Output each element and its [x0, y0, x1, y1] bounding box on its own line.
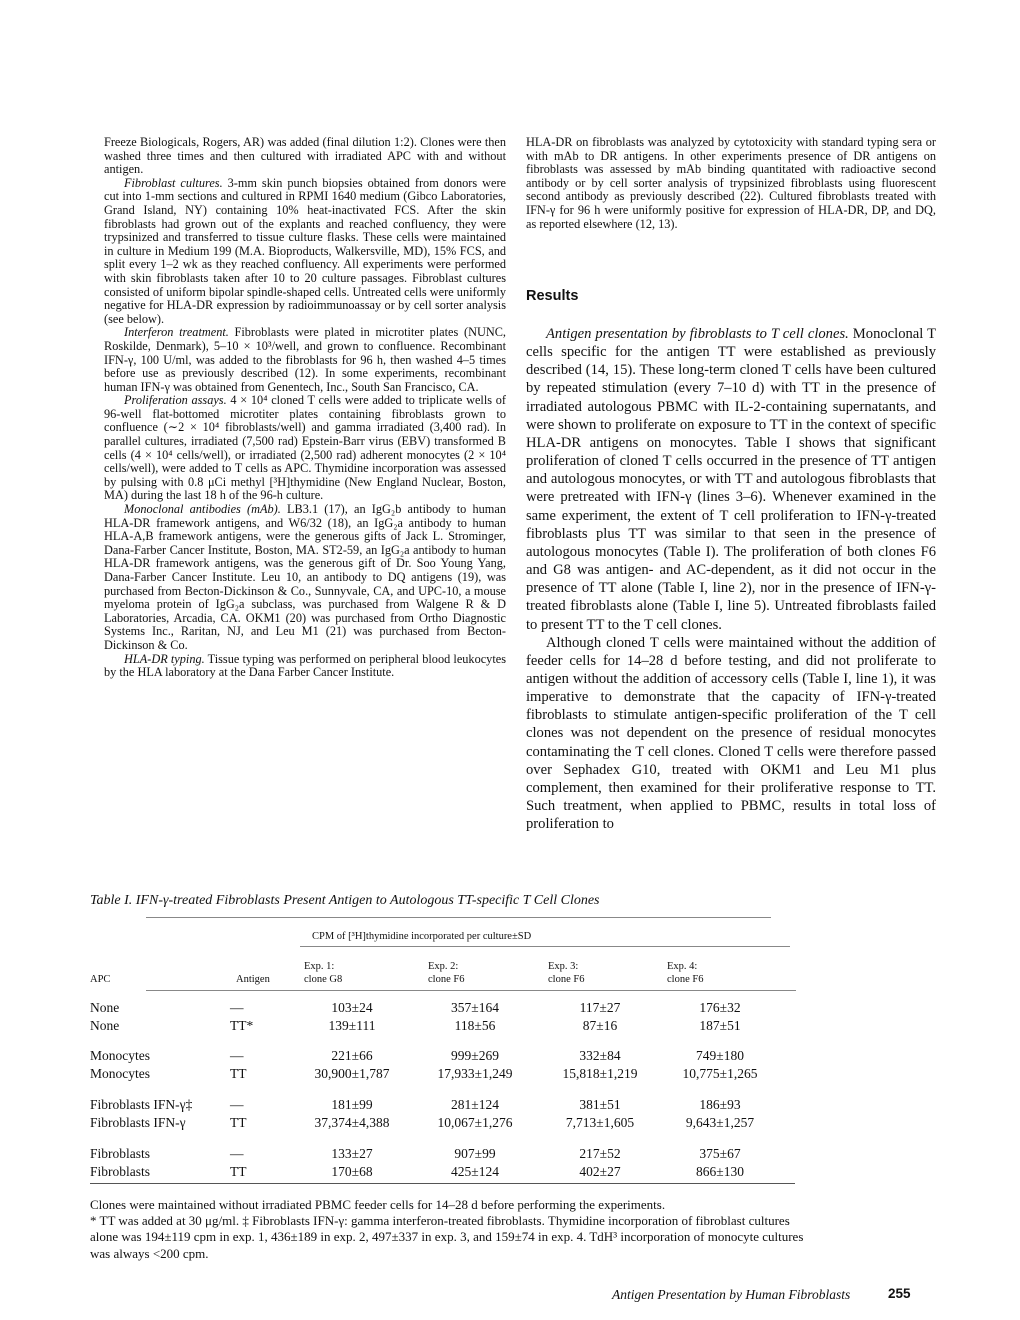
table-cell: Fibroblasts IFN-γ [90, 1115, 186, 1130]
results-text [526, 325, 936, 833]
run-in-heading: Interferon treatment. [124, 325, 229, 340]
table-cell: 907±99 [454, 1146, 496, 1161]
table-rule [90, 1183, 795, 1184]
table-cell: Monocytes [90, 1066, 150, 1081]
table-cell: 10,067±1,276 [437, 1115, 513, 1130]
paragraph-text: Fibroblasts were plated in microtiter plates (NUNC, Roskilde, Denmark), 5–10 × 10³/well, and grown to confluence. Recombinant IFN-γ, 100 U/ml, was added to the fibroblasts for 96 h, then washed 4–5 times before use as previously described (12). In some experiments, recombinant human IFN-γ was obtained from Genentech, Inc., South San Francisco, CA. [104, 325, 506, 394]
table-cell: 133±27 [331, 1146, 373, 1161]
table-cell: 186±93 [699, 1097, 741, 1112]
paragraph [104, 136, 506, 177]
left-column [104, 136, 506, 680]
table-cell: 357±164 [451, 1000, 499, 1015]
table-cell: 103±24 [331, 1000, 373, 1015]
run-in-heading: Antigen presentation by fibroblasts to T cell clones. [546, 326, 849, 342]
table-cell: Fibroblasts [90, 1164, 151, 1179]
table-cell: 10,775±1,265 [682, 1066, 758, 1081]
run-in-heading: Monoclonal antibodies (mAb). [124, 502, 281, 517]
table-cell: 7,713±1,605 [565, 1115, 635, 1130]
table-cell: 402±27 [579, 1164, 621, 1179]
paragraph-text: 4 × 10⁴ cloned T cells were added to triplicate wells of 96-well flat-bottomed microtiter plates containing fibroblasts grown to confluence (∼2 × 10⁴ fibroblasts/well) and gamma irradiated (3,400 rad). In parallel cultures, irradiated (7,500 rad) Epstein-Barr virus (EBV) transformed B cells (4 × 10⁴ cells/well), or irradiated (2,500 rad) adherent monocytes (2 × 10⁴ cells/well), were added to T cells as APC. Thymidine incorporation was assessed by pulsing with 0.8 μCi methyl [³H]thymidine (New England Nuclear, Boston, MA) during the last 18 h of the 96-h culture. [104, 393, 506, 503]
table-cell: — [230, 1000, 244, 1015]
table-cell: TT* [230, 1018, 254, 1033]
table-cell: 117±27 [579, 1000, 621, 1015]
table-cell: 87±16 [582, 1018, 618, 1033]
column-header: APC [90, 974, 111, 985]
table-cell: 30,900±1,787 [314, 1066, 390, 1081]
table-cell: None [90, 1018, 120, 1033]
table-cell: 17,933±1,249 [437, 1066, 513, 1081]
column-header: Exp. 1: clone G8 [304, 961, 343, 985]
paragraph-text: Tissue typing was performed on peripheral blood leukocytes by the HLA laboratory at the Dana Farber Cancer Institute. [104, 651, 506, 680]
table-cell: 15,818±1,219 [562, 1066, 638, 1081]
table-cell: TT [230, 1115, 247, 1130]
table-cell: — [230, 1146, 244, 1161]
table-cell: 181±99 [331, 1097, 373, 1112]
paragraph [526, 634, 936, 834]
paragraph [104, 177, 506, 327]
table-cell: 187±51 [699, 1018, 741, 1033]
table-footnotes [90, 1197, 810, 1262]
table-cell: 176±32 [699, 1000, 741, 1015]
column-header: Exp. 3: clone F6 [548, 961, 585, 985]
table-cell: TT [230, 1066, 247, 1081]
table-cell: Fibroblasts [90, 1146, 151, 1161]
table-cell: 118±56 [454, 1018, 496, 1033]
table-cell: None [90, 1000, 120, 1015]
paragraph [526, 325, 936, 634]
paragraph-text: Monoclonal T cells specific for the antigen TT were established as previously described (14, 15). These long-term cloned T cells have been cultured by repeated stimulation (every 7–10 d) with TT in the presence of irradiated autologous PBMC with IL-2-containing supernatants, and were shown to proliferate on exposure to TT in the context of specific HLA-DR antigens on monocytes. Table I shows that significant proliferation of cloned T cells occurred in the presence of TT antigen and autologous monocytes, or with TT and autologous fibroblasts that were pretreated with IFN-γ (lines 3–6). Whenever examined in the same experiment, the extent of T cell proliferation to IFN-γ-treated fibroblasts plus TT was similar to that seen in the presence of autologous monocytes (Table I). The proliferation of both clones F6 and G8 was antigen- and AC-dependent, as it did not occur in the presence of TT alone (Table I, line 2), nor in the presence of IFN-γ-treated fibroblasts alone (Table I, line 5). Untreated fibroblasts failed to present TT to the T cell clones. [526, 326, 936, 633]
paragraph [104, 326, 506, 394]
table-cell: Monocytes [90, 1048, 150, 1063]
table-spanner: CPM of [³H]thymidine incorporated per culture±SD [312, 931, 532, 942]
footnote: Clones were maintained without irradiated PBMC feeder cells for 14–28 d before performing the experiments. [90, 1197, 666, 1212]
paragraph [104, 394, 506, 503]
table-cell: 999±269 [451, 1048, 499, 1063]
table-cell: 749±180 [696, 1048, 744, 1063]
methods-continuation [526, 136, 936, 231]
table-cell: 217±52 [579, 1146, 621, 1161]
page-number: 255 [888, 1286, 911, 1301]
table-cell: 281±124 [451, 1097, 499, 1112]
table-title: Table I. IFN-γ-treated Fibroblasts Present Antigen to Autologous TT-specific T Cell Clones [90, 893, 600, 908]
table-cell: 332±84 [579, 1048, 621, 1063]
column-header: Exp. 2: clone F6 [428, 961, 465, 985]
paragraph-text: Freeze Biologicals, Rogers, AR) was added (final dilution 1:2). Clones were then washed three times and then cultured with irradiated APC with and without antigen. [104, 135, 506, 177]
table-cell: 381±51 [579, 1097, 621, 1112]
paragraph [104, 653, 506, 680]
column-header: Exp. 4: clone F6 [667, 961, 704, 985]
run-in-heading: Fibroblast cultures. [124, 175, 223, 190]
column-header: Antigen [236, 974, 270, 985]
table-cell: Fibroblasts IFN-γ‡ [90, 1097, 193, 1112]
table-cell: 375±67 [699, 1146, 741, 1161]
table-cell: 425±124 [451, 1164, 499, 1179]
table-cell: 139±111 [328, 1018, 376, 1033]
paragraph: HLA-DR on fibroblasts was analyzed by cytotoxicity with standard typing sera or with mAb to DR antigens. In other experiments presence of DR antigens on fibroblasts was assessed by mAb binding quantitated with radioactive second antibody or by cell sorter analysis of trypsinized fibroblasts using fluorescent second antibody as previously described (22). Cultured fibroblasts treated with IFN-γ for 96 h were uniformly positive for expression of HLA-DR, DP, and DQ, as reported elsewhere (12, 13). [526, 135, 936, 231]
run-in-heading: Proliferation assays. [124, 393, 227, 408]
table-rule [146, 990, 796, 991]
paragraph-text: 3-mm skin punch biopsies obtained from donors were cut into 1-mm sections and cultured in RPMI 1640 medium (Gibco Laboratories, Grand Island, NY) containing 10% heat-inactivated FCS. After the skin fibroblasts had grown out of the explants and reached confluency, they were trypsinized and transferred to tissue culture flasks. These cells were maintained in culture in Medium 199 (M.A. Bioproducts, Walkersville, MD), 15% FCS, and split every 1–2 wk as they reached confluency. All experiments were performed with skin fibroblasts taken after 10 to 20 culture passages. Fibroblast cultures consisted of uniform bipolar spindle-shaped cells. Untreated cells were uniformly negative for HLA-DR expression by radioimmunoassay or by cell sorter analysis (see below). [104, 175, 507, 326]
table-rule [146, 917, 771, 918]
table-cell: 866±130 [696, 1164, 744, 1179]
table-cell: 170±68 [331, 1164, 373, 1179]
table-cell: — [230, 1097, 244, 1112]
paragraph-text: Although cloned T cells were maintained without the addition of feeder cells for 14–28 d before testing, and did not proliferate to antigen without the addition of accessory cells (Table I, line 1), it was imperative to demonstrate that the capacity of IFN-γ-treated fibroblasts to stimulate antigen-specific proliferation of the T cell clones was not dependent on the presence of residual monocytes contaminating the T cell clones. Cloned T cells were therefore passed over Sephadex G10, treated with OKM1 and Leu M1 plus complement, then examined for their proliferative response to TT. Such treatment, when applied to PBMC, results in total loss of proliferation to [526, 634, 936, 833]
running-title: Antigen Presentation by Human Fibroblasts [612, 1287, 851, 1302]
results-heading: Results [526, 288, 579, 304]
table-rule [300, 946, 790, 947]
table-cell: TT [230, 1164, 247, 1179]
paragraph [104, 503, 506, 653]
table-cell: — [230, 1048, 244, 1063]
table-cell: 37,374±4,388 [314, 1115, 390, 1130]
table-cell: 221±66 [331, 1048, 373, 1063]
table-cell: 9,643±1,257 [685, 1115, 755, 1130]
run-in-heading: HLA-DR typing. [124, 651, 205, 666]
paragraph-text: LB3.1 (17), an IgG₂b antibody to human HLA-DR framework antigens, and W6/32 (18), an IgG₂a antibody to human HLA-A,B framework antigens, were the generous gifts of Jack L. Strominger, Dana-Farber Cancer Institute, Boston, MA. ST2-59, an IgG₂a antibody to human HLA-DR framework antigens, was the generous gift of Dr. Soo Young Yang, Dana-Farber Cancer Institute. Leu 10, an antibody to DQ antigens (19), was purchased from Becton-Dickinson & Co., Sunnyvale, CA, and UPC-10, a mouse myeloma protein of IgG₂a subclass, was purchased from Walgene R & D Laboratories, Arcadia, CA. OKM1 (20) was purchased from Ortho Diagnostic Systems Inc., Raritan, NJ, and Leu M1 (21) was purchased from Becton-Dickinson & Co. [104, 502, 506, 652]
footnote: * TT was added at 30 μg/ml. ‡ Fibroblasts IFN-γ: gamma interferon-treated fibroblasts. Thymidine incorporation of fibroblast cultures alone was 194±119 cpm in exp. 1, 436±189 in exp. 2, 497±337 in exp. 3, and 159±74 in exp. 4. TdH³ incorporation of monocyte cultures was always <200 cpm. [90, 1213, 804, 1261]
